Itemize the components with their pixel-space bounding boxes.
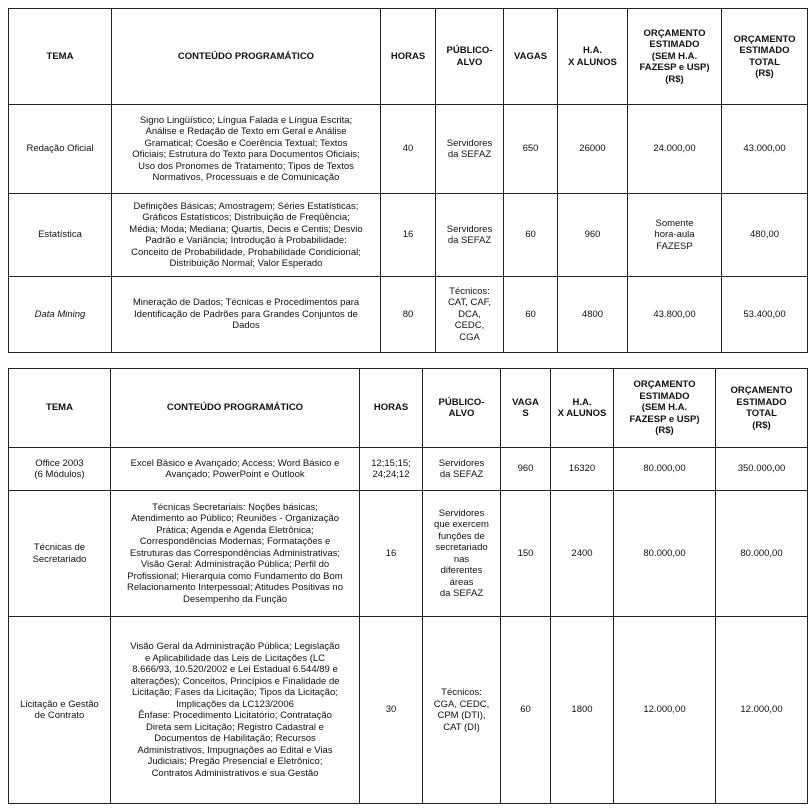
cell-orcamento-total: 80.000,00 <box>716 491 808 617</box>
cell-conteudo: Definições Básicas; Amostragem; Séries Estatísticas; Gráficos Estatísticos; Distribuição de Freqüência; Média; Moda; Mediana; Quartis, Decis e Centis; Desvio Padrão e Variância; Introdução à Probabilidade: Conceito de Probabilidade, Probabilidade Condicional; Distribuição Normal; Valor Esperado <box>112 194 381 277</box>
header-horas: HORAS <box>381 9 436 105</box>
cell-vagas: 60 <box>504 194 558 277</box>
cell-conteudo: Visão Geral da Administração Pública; Legislação e Aplicabilidade das Leis de Licitações (LC 8.666/93, 10.520/2002 e Lei Estadual 6.544/89 e alterações); Conceitos, Princípios e Finalidade de Licitação; Fases da Licitação; Tipos da Licitação; Implicações da LC123/2006 Ênfase: Procedimento Licitatório; Contratação Direta sem Licitação; Registro Cadastral e Documentos de Habilitação; Recursos Administrativos, Impugnações ao Edital e Vias Judiciais; Pregão Presencial e Eletrônico; Contratos Administrativos e sua Gestão <box>111 617 360 804</box>
header-ha-alunos: H.A. X ALUNOS <box>558 9 628 105</box>
table-row <box>9 491 808 617</box>
cell-ha-alunos: 26000 <box>558 105 628 194</box>
cell-orcamento-total: 43.000,00 <box>722 105 808 194</box>
header-orcamento-total: ORÇAMENTO ESTIMADO TOTAL (R$) <box>722 9 808 105</box>
cell-vagas: 150 <box>501 491 551 617</box>
cell-vagas: 60 <box>504 277 558 353</box>
cell-tema: Estatística <box>9 194 112 277</box>
table-row <box>9 194 808 277</box>
cell-horas: 16 <box>360 491 423 617</box>
cell-ha-alunos: 4800 <box>558 277 628 353</box>
cell-tema: Técnicas de Secretariado <box>9 491 111 617</box>
cell-tema: Office 2003 (6 Módulos) <box>9 448 111 491</box>
cell-horas: 30 <box>360 617 423 804</box>
cell-tema: Data Mining <box>9 277 112 353</box>
cell-tema: Licitação e Gestão de Contrato <box>9 617 111 804</box>
cell-conteudo: Excel Básico e Avançado; Access; Word Básico e Avançado; PowerPoint e Outlook <box>111 448 360 491</box>
cell-vagas: 60 <box>501 617 551 804</box>
header-publico: PÚBLICO- ALVO <box>423 369 501 448</box>
header-orcamento-total: ORÇAMENTO ESTIMADO TOTAL (R$) <box>716 369 808 448</box>
cell-orcamento-total: 12.000,00 <box>716 617 808 804</box>
cell-publico: Servidores da SEFAZ <box>423 448 501 491</box>
cell-publico: Servidores da SEFAZ <box>436 194 504 277</box>
course-table-1 <box>8 8 808 353</box>
cell-tema: Redação Oficial <box>9 105 112 194</box>
cell-vagas: 650 <box>504 105 558 194</box>
header-orcamento-sem-ha: ORÇAMENTO ESTIMADO (SEM H.A. FAZESP e USP) (R$) <box>628 9 722 105</box>
header-tema: TEMA <box>9 369 111 448</box>
cell-orcamento-sem-ha: 12.000,00 <box>614 617 716 804</box>
cell-vagas: 960 <box>501 448 551 491</box>
cell-orcamento-sem-ha: Somente hora-aula FAZESP <box>628 194 722 277</box>
cell-horas: 16 <box>381 194 436 277</box>
cell-horas: 80 <box>381 277 436 353</box>
cell-conteudo: Técnicas Secretariais: Noções básicas; Atendimento ao Público; Reuniões - Organização Prática; Agenda e Agenda Eletrônica; Correspondências Modernas; Formatações e Estruturas das Correspondências Administrativas; Visão Geral: Administração Pública; Perfil do Profissional; Hierarquia como Fundamento do Bom Relacionamento Interpessoal; Atitudes Positivas no Desempenho da Função <box>111 491 360 617</box>
cell-orcamento-sem-ha: 80.000,00 <box>614 448 716 491</box>
cell-horas: 40 <box>381 105 436 194</box>
course-table-2 <box>8 368 808 804</box>
table-row <box>9 448 808 491</box>
header-orcamento-sem-ha: ORÇAMENTO ESTIMADO (SEM H.A. FAZESP e USP) (R$) <box>614 369 716 448</box>
header-conteudo: CONTEÚDO PROGRAMÁTICO <box>111 369 360 448</box>
header-ha-alunos: H.A. X ALUNOS <box>551 369 614 448</box>
header-vagas: VAGA S <box>501 369 551 448</box>
cell-orcamento-sem-ha: 80.000,00 <box>614 491 716 617</box>
header-tema: TEMA <box>9 9 112 105</box>
table-row <box>9 277 808 353</box>
cell-horas: 12;15;15; 24;24;12 <box>360 448 423 491</box>
header-vagas: VAGAS <box>504 9 558 105</box>
cell-orcamento-total: 480,00 <box>722 194 808 277</box>
cell-publico: Servidores da SEFAZ <box>436 105 504 194</box>
header-publico: PÚBLICO- ALVO <box>436 9 504 105</box>
cell-publico: Servidores que exercem funções de secretariado nas diferentes áreas da SEFAZ <box>423 491 501 617</box>
cell-ha-alunos: 960 <box>558 194 628 277</box>
header-row <box>9 9 808 105</box>
cell-ha-alunos: 16320 <box>551 448 614 491</box>
header-row <box>9 369 808 448</box>
cell-ha-alunos: 1800 <box>551 617 614 804</box>
cell-publico: Técnicos: CGA, CEDC, CPM (DTI), CAT (DI) <box>423 617 501 804</box>
cell-conteudo: Signo Lingüístico; Língua Falada e Língua Escrita; Análise e Redação de Texto em Geral e Análise Gramatical; Coesão e Coerência Textual; Textos Oficiais; Estrutura do Texto para Documentos Oficiais; Uso dos Pronomes de Tratamento; Tipos de Textos Normativos, Processuais e de Comunicação <box>112 105 381 194</box>
header-horas: HORAS <box>360 369 423 448</box>
table-row <box>9 617 808 804</box>
table-row <box>9 105 808 194</box>
cell-orcamento-sem-ha: 43.800,00 <box>628 277 722 353</box>
cell-conteudo: Mineração de Dados; Técnicas e Procedimentos para Identificação de Padrões para Grandes Conjuntos de Dados <box>112 277 381 353</box>
cell-orcamento-total: 350.000,00 <box>716 448 808 491</box>
cell-orcamento-total: 53.400,00 <box>722 277 808 353</box>
cell-publico: Técnicos: CAT, CAF, DCA, CEDC, CGA <box>436 277 504 353</box>
header-conteudo: CONTEÚDO PROGRAMÁTICO <box>112 9 381 105</box>
cell-orcamento-sem-ha: 24.000,00 <box>628 105 722 194</box>
cell-ha-alunos: 2400 <box>551 491 614 617</box>
